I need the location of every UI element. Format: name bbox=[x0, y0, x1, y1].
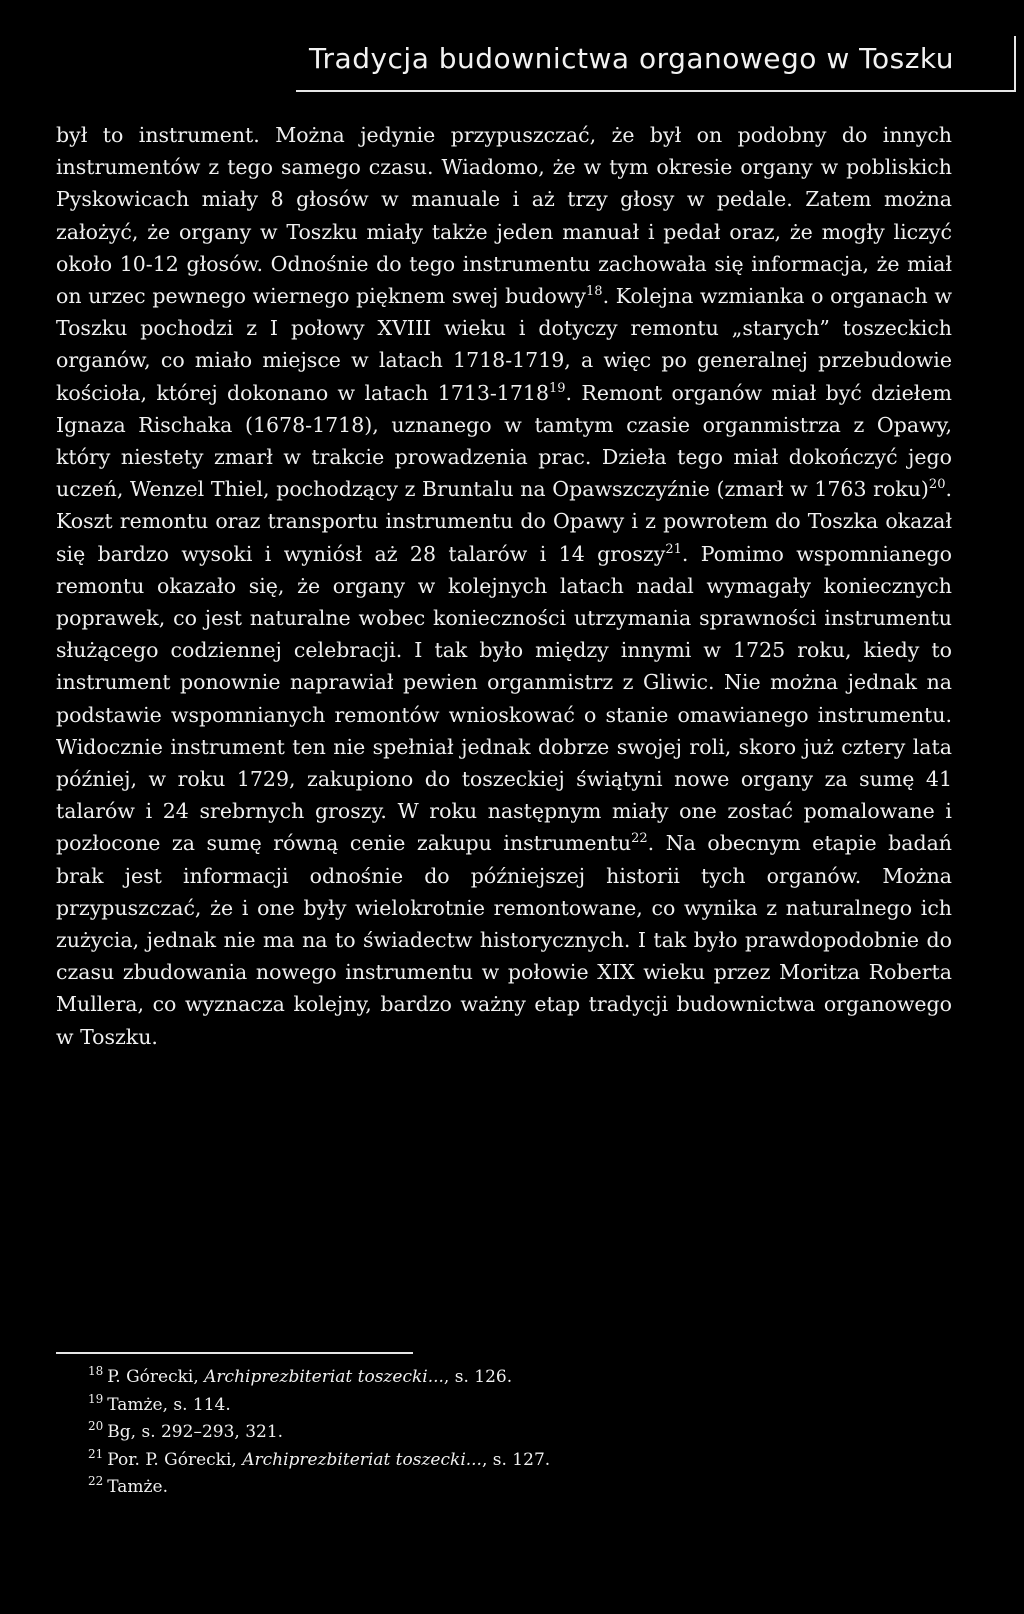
text-segment: był to instrument. Można jedynie przypuszczać, że był on podobny do innych instrumentów z tego samego czasu. Wiadomo, że w tym okresie organy w pobliskich Pyskowicach miały 8 głosów w manuale i aż trzy głosy w pedale. Zatem można założyć, że organy w Toszku miały także jeden manuał i pedał oraz, że mogły liczyć około 10-12 głosów. Odnośnie do tego instrumentu zachowała się informacja, że miał on urzec pewnego wiernego pięknem swej budowy bbox=[56, 123, 952, 309]
footnote-title: Archiprezbiteriat toszecki... bbox=[242, 1449, 482, 1470]
running-header bbox=[0, 0, 1024, 100]
footnote-text: P. Górecki, bbox=[107, 1367, 205, 1387]
header-corner-line bbox=[1014, 36, 1016, 91]
footnote bbox=[88, 1364, 948, 1392]
main-text bbox=[56, 119, 952, 1053]
footnote-number: 20 bbox=[88, 1419, 104, 1434]
text-segment: . Kolejna wzmianka o organach w Toszku pochodzi z I połowy XVIII wieku i dotyczy remontu „starych” toszeckich organów, co miało miejsce w latach 1718-1719, a więc po generalnej przebudowie kościoła, której dokonano w latach 1713-1718 bbox=[56, 284, 952, 405]
footnote-text: Bg, s. 292–293, 321. bbox=[107, 1422, 284, 1442]
footnote-number: 18 bbox=[88, 1364, 104, 1379]
footnote-number: 22 bbox=[88, 1474, 104, 1489]
footnote bbox=[88, 1474, 948, 1502]
footnote-number: 21 bbox=[88, 1446, 104, 1461]
footnote-ref: 22 bbox=[631, 831, 648, 847]
footnote bbox=[88, 1447, 948, 1475]
footnote-ref: 19 bbox=[548, 380, 566, 396]
footnote-text: , s. 126. bbox=[443, 1367, 513, 1387]
footnote-separator bbox=[56, 1352, 413, 1354]
header-rule bbox=[296, 90, 1016, 92]
footnote-ref: 20 bbox=[928, 477, 946, 493]
footnote-text: Por. P. Górecki, bbox=[107, 1449, 243, 1470]
page-header-title: Tradycja budownictwa organowego w Toszku bbox=[309, 42, 954, 75]
text-segment: . Na obecnym etapie badań brak jest informacji odnośnie do późniejszej historii tych organów. Można przypuszczać, że i one były wielokrotnie remontowane, co wynika z naturalnego ich zużycia, jednak nie ma na to świadectw historycznych. I tak było prawdopodobnie do czasu zbudowania nowego instrumentu w połowie XIX wieku przez Moritza Roberta Mullera, co wyznacza kolejny, bardzo ważny etap tradycji budownictwa organowego w Toszku. bbox=[56, 831, 952, 1049]
footnote-text: Tamże, s. 114. bbox=[107, 1394, 231, 1415]
footnote bbox=[88, 1392, 948, 1420]
text-segment: . Koszt remontu oraz transportu instrumentu do Opawy i z powrotem do Toszka okazał się bardzo wysoki i wyniósł aż 28 talarów i 14 groszy bbox=[56, 477, 952, 566]
footnote-text: Tamże. bbox=[107, 1477, 168, 1497]
footnote-title: Archiprezbiteriat toszecki... bbox=[204, 1367, 444, 1387]
text-segment: . Remont organów miał być dziełem Ignaza Rischaka (1678-1718), uznanego w tamtym czasie organmistrza z Opawy, który niestety zmarł w trakcie prowadzenia prac. Dzieła tego miał dokończyć jego uczeń, Wenzel Thiel, pochodzący z Bruntalu na Opawszczyźnie (zmarł w 1763 roku) bbox=[56, 380, 952, 502]
footnote-number: 19 bbox=[88, 1391, 104, 1406]
footnote-ref: 18 bbox=[586, 284, 603, 300]
body-paragraph bbox=[56, 119, 952, 1053]
text-segment: . Pomimo wspomnianego remontu okazało się, że organy w kolejnych latach nadal wymagały koniecznych poprawek, co jest naturalne wobec konieczności utrzymania sprawności instrumentu służącego codziennej celebracji. I tak było między innymi w 1725 roku, kiedy to instrument ponownie naprawiał pewien organmistrz z Gliwic. Nie można jednak na podstawie wspomnianych remontów wnioskować o stanie omawianego instrumentu. Widocznie instrument ten nie spełniał jednak dobrze swojej roli, skoro już cztery lata później, w roku 1729, zakupiono do toszeckiej świątyni nowe organy za sumę 41 talarów i 24 srebrnych groszy. W roku następnym miały one zostać pomalowane i pozłocone za sumę równą cenie zakupu instrumentu bbox=[56, 541, 952, 856]
footnote-text: , s. 127. bbox=[481, 1449, 551, 1470]
footnotes bbox=[88, 1364, 948, 1502]
footnote-ref: 21 bbox=[665, 541, 682, 557]
footnote bbox=[88, 1419, 948, 1447]
